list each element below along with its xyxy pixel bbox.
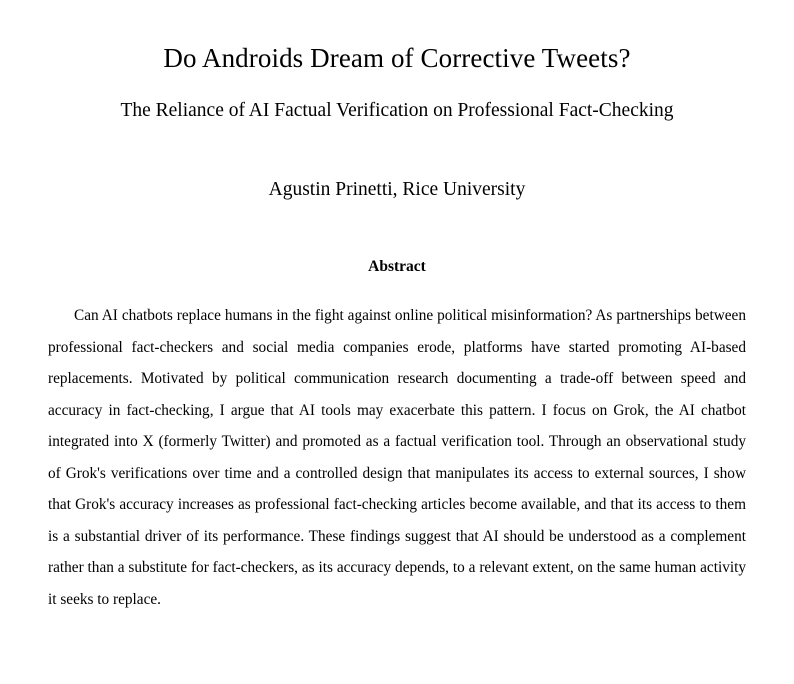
page-subtitle: The Reliance of AI Factual Verification on Professional Fact-Checking [120,100,674,122]
abstract-heading: Abstract [368,258,426,276]
abstract-body: Can AI chatbots replace humans in the fight against online political misinformation? As partnerships between professional fact-checkers and social media companies erode, platforms have started promoting AI-based replacements. Motivated by political communication research documenting a trade-off between speed and accuracy in fact-checking, I argue that AI tools may exacerbate this pattern. I focus on Grok, the AI chatbot integrated into X (formerly Twitter) and promoted as a factual verification tool. Through an observational study of Grok's verifications over time and a controlled design that manipulates its access to external sources, I show that Grok's accuracy increases as professional fact-checking articles become available, and that its access to them is a substantial driver of its performance. These findings suggest that AI should be understood as a complement rather than a substitute for fact-checkers, as its accuracy depends, to a relevant extent, on the same human activity it seeks to replace. [48,307,746,608]
page-title: Do Androids Dream of Corrective Tweets? [163,43,631,73]
author-affiliation: Agustin Prinetti, Rice University [268,178,526,200]
